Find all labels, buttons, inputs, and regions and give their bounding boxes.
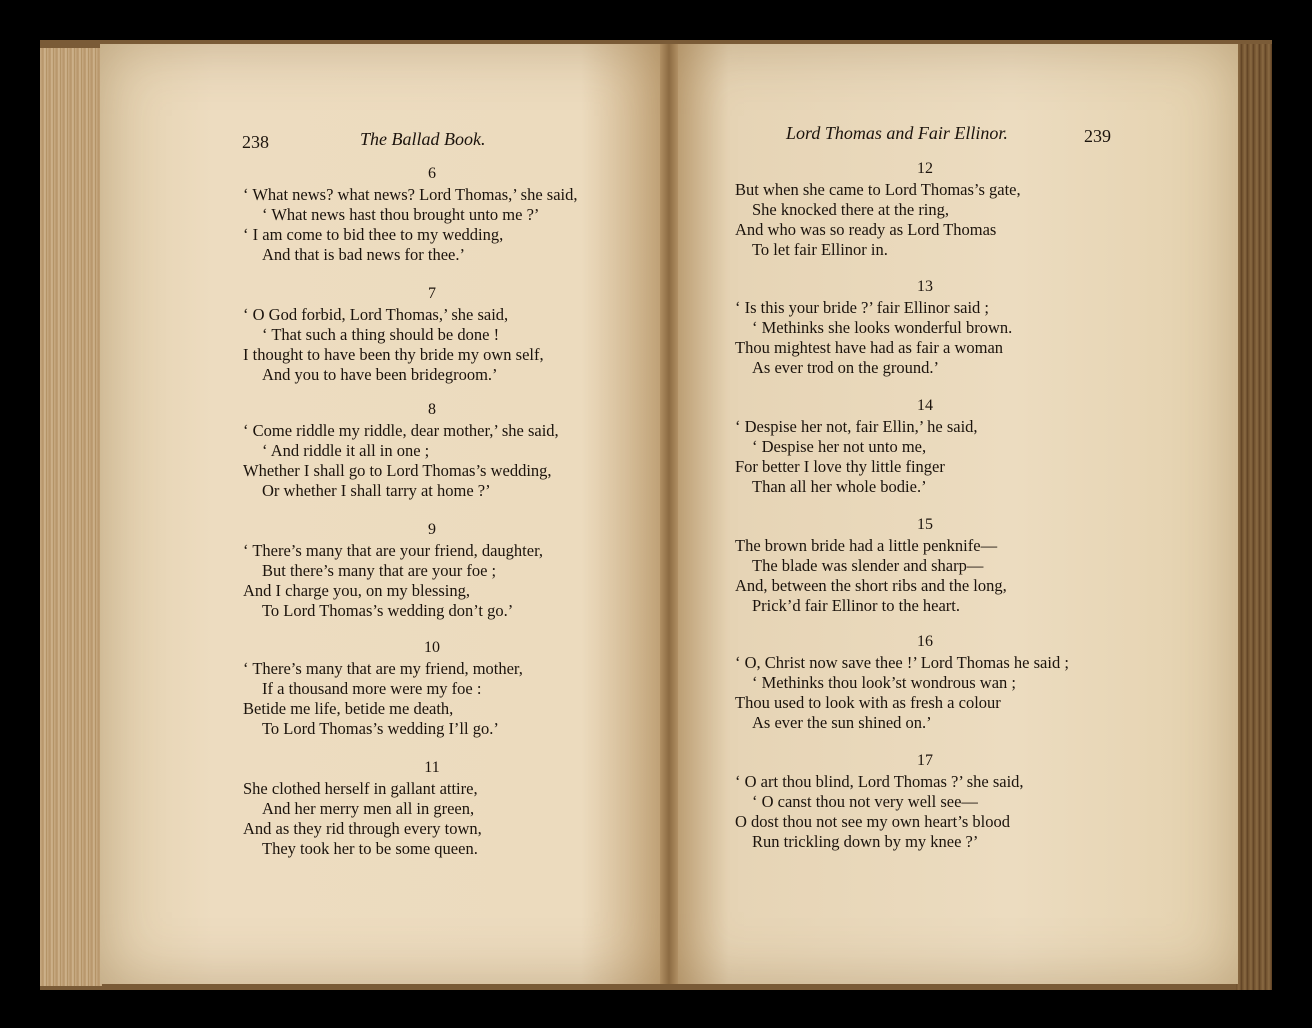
verse-line: But when she came to Lord Thomas’s gate, xyxy=(735,180,1021,199)
verse-line: They took her to be some queen. xyxy=(262,839,478,858)
verse-line: And who was so ready as Lord Thomas xyxy=(735,220,997,239)
stanza-number: 12 xyxy=(917,160,933,177)
verse-line: ‘ Despise her not unto me, xyxy=(752,437,927,456)
verse-line: And, between the short ribs and the long, xyxy=(735,576,1007,595)
verse-line: To Lord Thomas’s wedding don’t go.’ xyxy=(262,601,514,620)
verse-line: But there’s many that are your foe ; xyxy=(262,561,497,580)
verse-line: ‘ Methinks she looks wonderful brown. xyxy=(752,318,1013,337)
verse-line: ‘ O God forbid, Lord Thomas,’ she said, xyxy=(243,305,509,324)
stanza-number: 6 xyxy=(428,165,436,182)
verse-line: ‘ What news hast thou brought unto me ?’ xyxy=(262,205,540,224)
verse-line: And as they rid through every town, xyxy=(243,819,482,838)
stanza-number: 10 xyxy=(424,639,440,656)
stanza-number: 17 xyxy=(917,752,933,769)
verse-line: To Lord Thomas’s wedding I’ll go.’ xyxy=(262,719,499,738)
verse-line: ‘ O, Christ now save thee !’ Lord Thomas he said ; xyxy=(735,653,1069,672)
verse-line: Run trickling down by my knee ?’ xyxy=(752,832,979,851)
stanza-number: 15 xyxy=(917,516,933,533)
verse-line: ‘ What news? what news? Lord Thomas,’ she said, xyxy=(243,185,578,204)
verse-line: ‘ Come riddle my riddle, dear mother,’ she said, xyxy=(243,421,559,440)
verse-line: ‘ Methinks thou look’st wondrous wan ; xyxy=(752,673,1016,692)
stanza-number: 14 xyxy=(917,397,933,414)
verse-line: She clothed herself in gallant attire, xyxy=(243,779,478,798)
verse-line: I thought to have been thy bride my own self, xyxy=(243,345,544,364)
running-head-left: The Ballad Book. xyxy=(360,129,486,149)
verse-line: Or whether I shall tarry at home ?’ xyxy=(262,481,491,500)
page-edges-right xyxy=(1236,44,1272,990)
verse-line: As ever the sun shined on.’ xyxy=(752,713,932,732)
verse-line: ‘ Is this your bride ?’ fair Ellinor said ; xyxy=(735,298,990,317)
stanza-number: 11 xyxy=(424,759,440,776)
verse-line: ‘ Despise her not, fair Ellin,’ he said, xyxy=(735,417,978,436)
stanza-number: 7 xyxy=(428,285,436,302)
verse-line: The blade was slender and sharp— xyxy=(752,556,984,575)
verse-line: And I charge you, on my blessing, xyxy=(243,581,470,600)
stanza-number: 13 xyxy=(917,278,933,295)
page-edges-left xyxy=(40,48,102,986)
verse-line: She knocked there at the ring, xyxy=(752,200,950,219)
running-head-right: Lord Thomas and Fair Ellinor. xyxy=(786,123,1008,143)
stanza-number: 16 xyxy=(917,633,933,650)
verse-line: ‘ And riddle it all in one ; xyxy=(262,441,430,460)
page-number-right: 239 xyxy=(1084,126,1111,146)
verse-line: And you to have been bridegroom.’ xyxy=(262,365,498,384)
verse-line: ‘ That such a thing should be done ! xyxy=(262,325,500,344)
stanza-number: 8 xyxy=(428,401,436,418)
verse-line: As ever trod on the ground.’ xyxy=(752,358,939,377)
verse-line: Than all her whole bodie.’ xyxy=(752,477,927,496)
verse-line: Thou used to look with as fresh a colour xyxy=(735,693,1001,712)
verse-line: ‘ There’s many that are my friend, mother, xyxy=(243,659,523,678)
verse-line: Prick’d fair Ellinor to the heart. xyxy=(752,596,961,615)
verse-line: The brown bride had a little penknife— xyxy=(735,536,998,555)
stanza-number: 9 xyxy=(428,521,436,538)
verse-line: For better I love thy little finger xyxy=(735,457,945,476)
verse-line: ‘ O canst thou not very well see— xyxy=(752,792,978,811)
verse-line: To let fair Ellinor in. xyxy=(752,240,888,259)
verse-line: Betide me life, betide me death, xyxy=(243,699,454,718)
verse-line: ‘ I am come to bid thee to my wedding, xyxy=(243,225,504,244)
verse-line: And her merry men all in green, xyxy=(262,799,475,818)
verse-line: Thou mightest have had as fair a woman xyxy=(735,338,1004,357)
verse-line: Whether I shall go to Lord Thomas’s wedding, xyxy=(243,461,552,480)
verse-line: If a thousand more were my foe : xyxy=(262,679,482,698)
verse-line: ‘ There’s many that are your friend, daughter, xyxy=(243,541,544,560)
verse-line: And that is bad news for thee.’ xyxy=(262,245,465,264)
book-gutter xyxy=(660,44,678,984)
verse-line: O dost thou not see my own heart’s blood xyxy=(735,812,1010,831)
page-number-left: 238 xyxy=(242,132,269,152)
verse-line: ‘ O art thou blind, Lord Thomas ?’ she said, xyxy=(735,772,1024,791)
